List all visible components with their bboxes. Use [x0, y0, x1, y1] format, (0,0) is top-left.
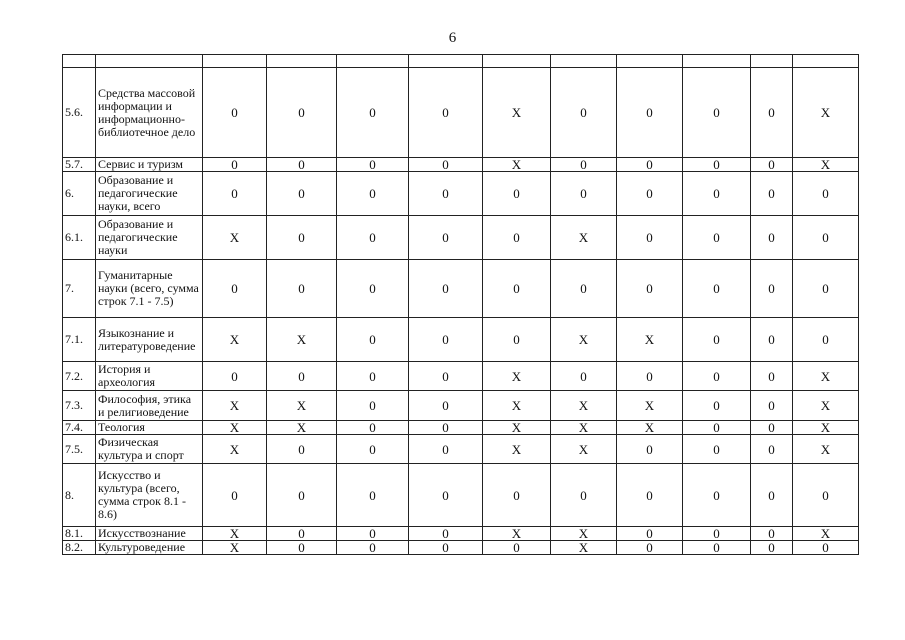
value-cell: 0 — [617, 541, 683, 555]
value-cell: 0 — [267, 527, 337, 541]
row-code: 6.1. — [63, 216, 96, 260]
value-cell: X — [551, 435, 617, 464]
value-cell: X — [793, 362, 859, 391]
value-cell: 0 — [409, 527, 483, 541]
table-row — [63, 391, 859, 421]
value-cell: X — [617, 391, 683, 421]
value-cell: X — [551, 541, 617, 555]
value-cell: 0 — [793, 464, 859, 527]
row-name: Физическая культура и спорт — [96, 435, 203, 464]
value-cell: X — [483, 68, 551, 158]
value-cell: X — [203, 541, 267, 555]
value-cell: 0 — [267, 216, 337, 260]
value-cell: 0 — [409, 260, 483, 318]
value-cell: 0 — [683, 260, 751, 318]
value-cell: 0 — [203, 362, 267, 391]
value-cell: 0 — [751, 172, 793, 216]
value-cell: 0 — [751, 362, 793, 391]
value-cell: 0 — [751, 421, 793, 435]
value-cell: 0 — [267, 435, 337, 464]
row-name: Теология — [96, 421, 203, 435]
value-cell: 0 — [337, 391, 409, 421]
header-cell — [751, 55, 793, 68]
value-cell: X — [551, 527, 617, 541]
value-cell: 0 — [483, 260, 551, 318]
row-code: 6. — [63, 172, 96, 216]
value-cell: 0 — [337, 464, 409, 527]
value-cell: 0 — [751, 318, 793, 362]
row-code: 7.3. — [63, 391, 96, 421]
value-cell: 0 — [337, 216, 409, 260]
value-cell: 0 — [683, 216, 751, 260]
value-cell: 0 — [337, 527, 409, 541]
row-code: 7.2. — [63, 362, 96, 391]
value-cell: 0 — [203, 464, 267, 527]
value-cell: X — [267, 318, 337, 362]
value-cell: 0 — [337, 421, 409, 435]
value-cell: 0 — [683, 158, 751, 172]
value-cell: 0 — [267, 260, 337, 318]
value-cell: 0 — [337, 158, 409, 172]
value-cell: 0 — [409, 541, 483, 555]
value-cell: 0 — [683, 464, 751, 527]
value-cell: 0 — [751, 216, 793, 260]
table-row — [63, 541, 859, 555]
value-cell: X — [203, 391, 267, 421]
value-cell: 0 — [751, 158, 793, 172]
value-cell: 0 — [337, 362, 409, 391]
value-cell: X — [267, 421, 337, 435]
value-cell: 0 — [551, 464, 617, 527]
value-cell: 0 — [551, 158, 617, 172]
value-cell: 0 — [683, 435, 751, 464]
value-cell: X — [793, 527, 859, 541]
value-cell: 0 — [793, 172, 859, 216]
table-header-row — [63, 55, 859, 68]
value-cell: 0 — [483, 216, 551, 260]
value-cell: 0 — [409, 172, 483, 216]
value-cell: 0 — [617, 158, 683, 172]
value-cell: 0 — [751, 464, 793, 527]
value-cell: 0 — [751, 260, 793, 318]
value-cell: 0 — [337, 435, 409, 464]
value-cell: 0 — [409, 216, 483, 260]
row-name: Искусство и культура (всего, сумма строк 8.1 - 8.6) — [96, 464, 203, 527]
value-cell: 0 — [617, 362, 683, 391]
value-cell: 0 — [683, 421, 751, 435]
row-name: Гуманитарные науки (всего, сумма строк 7.1 - 7.5) — [96, 260, 203, 318]
row-name: Языкознание и литературоведение — [96, 318, 203, 362]
header-cell — [551, 55, 617, 68]
value-cell: X — [267, 391, 337, 421]
value-cell: 0 — [337, 260, 409, 318]
value-cell: 0 — [409, 421, 483, 435]
value-cell: 0 — [751, 527, 793, 541]
row-name: Культуроведение — [96, 541, 203, 555]
value-cell: X — [793, 158, 859, 172]
value-cell: 0 — [267, 362, 337, 391]
row-code: 7.5. — [63, 435, 96, 464]
value-cell: 0 — [483, 172, 551, 216]
value-cell: 0 — [683, 362, 751, 391]
value-cell: 0 — [267, 158, 337, 172]
value-cell: X — [551, 421, 617, 435]
value-cell: 0 — [409, 464, 483, 527]
row-code: 5.7. — [63, 158, 96, 172]
row-name: Средства массовой информации и информационно-библиотечное дело — [96, 68, 203, 158]
table-row — [63, 158, 859, 172]
value-cell: X — [793, 435, 859, 464]
value-cell: 0 — [409, 318, 483, 362]
data-table — [62, 54, 859, 555]
page-number: 6 — [448, 30, 457, 46]
value-cell: 0 — [793, 318, 859, 362]
value-cell: 0 — [267, 464, 337, 527]
value-cell: X — [483, 158, 551, 172]
value-cell: 0 — [409, 68, 483, 158]
row-name: Образование и педагогические науки, всего — [96, 172, 203, 216]
header-cell — [96, 55, 203, 68]
table-body — [63, 55, 859, 555]
table-row — [63, 435, 859, 464]
value-cell: X — [203, 435, 267, 464]
value-cell: X — [617, 318, 683, 362]
value-cell: X — [483, 362, 551, 391]
table-row — [63, 260, 859, 318]
value-cell: 0 — [267, 541, 337, 555]
row-code: 7.1. — [63, 318, 96, 362]
value-cell: 0 — [683, 172, 751, 216]
value-cell: X — [203, 318, 267, 362]
table-row — [63, 68, 859, 158]
value-cell: X — [483, 421, 551, 435]
value-cell: 0 — [751, 541, 793, 555]
table-row — [63, 421, 859, 435]
value-cell: X — [203, 216, 267, 260]
value-cell: 0 — [203, 260, 267, 318]
header-cell — [409, 55, 483, 68]
table-row — [63, 362, 859, 391]
header-cell — [483, 55, 551, 68]
value-cell: 0 — [337, 541, 409, 555]
value-cell: X — [483, 391, 551, 421]
header-cell — [617, 55, 683, 68]
value-cell: 0 — [551, 260, 617, 318]
value-cell: 0 — [483, 318, 551, 362]
value-cell: 0 — [617, 435, 683, 464]
row-name: Искусствознание — [96, 527, 203, 541]
value-cell: 0 — [203, 172, 267, 216]
header-cell — [683, 55, 751, 68]
value-cell: X — [551, 216, 617, 260]
value-cell: 0 — [409, 158, 483, 172]
value-cell: 0 — [483, 464, 551, 527]
value-cell: 0 — [751, 435, 793, 464]
value-cell: 0 — [483, 541, 551, 555]
value-cell: 0 — [551, 362, 617, 391]
table-row — [63, 172, 859, 216]
row-code: 8. — [63, 464, 96, 527]
value-cell: 0 — [203, 68, 267, 158]
value-cell: X — [551, 391, 617, 421]
row-name: Сервис и туризм — [96, 158, 203, 172]
table-row — [63, 318, 859, 362]
value-cell: 0 — [617, 216, 683, 260]
value-cell: X — [203, 527, 267, 541]
value-cell: 0 — [409, 391, 483, 421]
value-cell: 0 — [267, 68, 337, 158]
value-cell: X — [551, 318, 617, 362]
table-row — [63, 216, 859, 260]
value-cell: 0 — [793, 541, 859, 555]
value-cell: 0 — [337, 172, 409, 216]
value-cell: 0 — [683, 391, 751, 421]
value-cell: X — [793, 68, 859, 158]
row-name: История и археология — [96, 362, 203, 391]
value-cell: 0 — [793, 260, 859, 318]
value-cell: X — [203, 421, 267, 435]
value-cell: 0 — [683, 68, 751, 158]
header-cell — [793, 55, 859, 68]
row-code: 8.1. — [63, 527, 96, 541]
value-cell: 0 — [617, 172, 683, 216]
header-cell — [267, 55, 337, 68]
value-cell: X — [483, 435, 551, 464]
value-cell: 0 — [683, 527, 751, 541]
value-cell: X — [483, 527, 551, 541]
value-cell: 0 — [409, 362, 483, 391]
value-cell: 0 — [267, 172, 337, 216]
value-cell: X — [793, 391, 859, 421]
value-cell: 0 — [337, 68, 409, 158]
header-cell — [337, 55, 409, 68]
value-cell: 0 — [203, 158, 267, 172]
row-name: Образование и педагогические науки — [96, 216, 203, 260]
row-name: Философия, этика и религиоведение — [96, 391, 203, 421]
value-cell: X — [617, 421, 683, 435]
table-row — [63, 464, 859, 527]
value-cell: 0 — [617, 464, 683, 527]
row-code: 7. — [63, 260, 96, 318]
value-cell: 0 — [683, 318, 751, 362]
value-cell: 0 — [409, 435, 483, 464]
value-cell: 0 — [617, 68, 683, 158]
header-cell — [63, 55, 96, 68]
value-cell: X — [793, 421, 859, 435]
row-code: 7.4. — [63, 421, 96, 435]
row-code: 5.6. — [63, 68, 96, 158]
value-cell: 0 — [617, 527, 683, 541]
header-cell — [203, 55, 267, 68]
value-cell: 0 — [617, 260, 683, 318]
value-cell: 0 — [751, 68, 793, 158]
value-cell: 0 — [751, 391, 793, 421]
value-cell: 0 — [793, 216, 859, 260]
value-cell: 0 — [551, 68, 617, 158]
value-cell: 0 — [551, 172, 617, 216]
table-row — [63, 527, 859, 541]
row-code: 8.2. — [63, 541, 96, 555]
value-cell: 0 — [337, 318, 409, 362]
value-cell: 0 — [683, 541, 751, 555]
